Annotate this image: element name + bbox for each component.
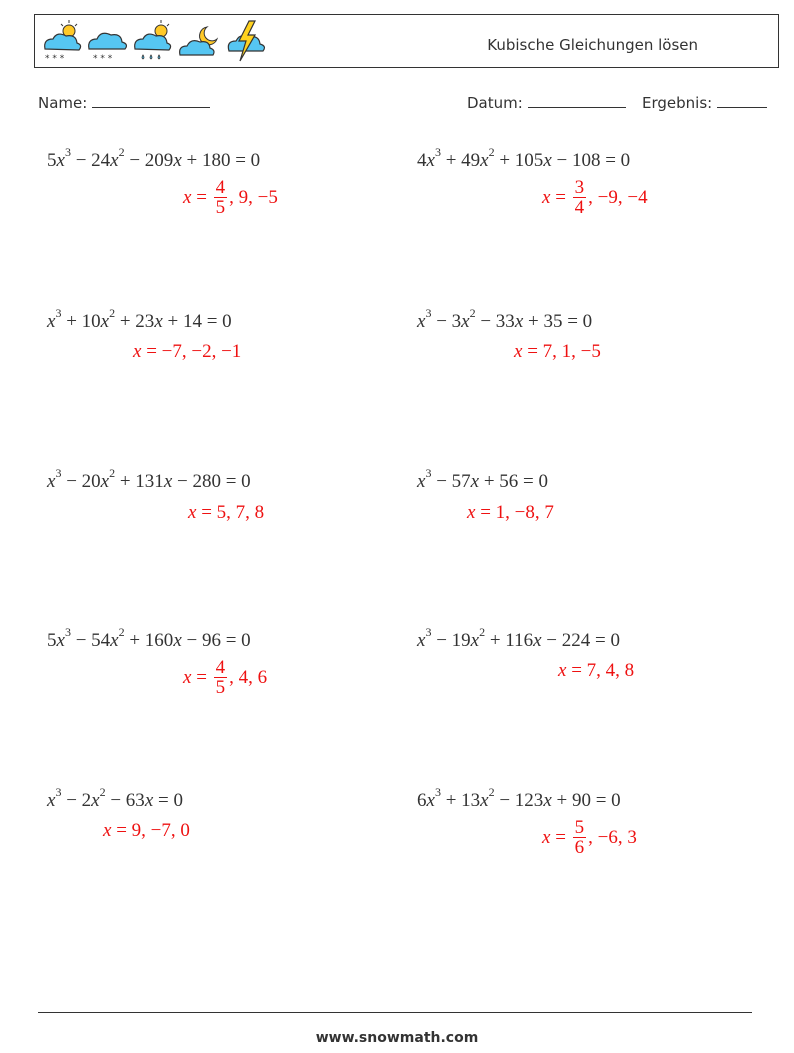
date-blank[interactable] [528, 94, 626, 108]
equation: $6x^3 + 13x^2 - 123x + 90 = 0$ [417, 784, 621, 811]
answer: x = 7, 1, −5 [514, 341, 601, 362]
name-blank[interactable] [92, 94, 210, 108]
date-label: Datum: [467, 94, 523, 112]
answer: x = −7, −2, −1 [133, 341, 242, 362]
equation: $x^3 - 57x + 56 = 0$ [417, 465, 549, 492]
result-field [642, 94, 767, 112]
page-title: Kubische Gleichungen lösen [487, 36, 698, 54]
cloud-moon-icon [177, 19, 223, 65]
answer-fraction: $\frac{3}{4}$ [574, 177, 585, 218]
equation: $x^3 + 10x^2 + 23x + 14 = 0$ [47, 305, 232, 332]
header-box [34, 14, 779, 68]
equation: $x^3 - 3x^2 - 33x + 35 = 0$ [417, 305, 593, 332]
answer: x = 9, −7, 0 [103, 820, 190, 841]
equation: $x^3 - 2x^2 - 63x = 0$ [47, 784, 183, 811]
equation: $4x^3 + 49x^2 + 105x - 108 = 0$ [417, 144, 631, 171]
answer: x = 1, −8, 7 [467, 502, 554, 523]
name-field [38, 94, 210, 112]
thunder-cloud-icon [223, 19, 271, 65]
equation: $x^3 - 19x^2 + 116x - 224 = 0$ [417, 624, 620, 651]
answer: x = 5, 7, 8 [188, 502, 265, 523]
answer: x = 7, 4, 8 [558, 660, 635, 681]
result-label: Ergebnis: [642, 94, 713, 112]
answer: x = $\frac{4}{5}$ , 4, 6 [183, 657, 268, 698]
snow-cloud-sun-icon [39, 19, 85, 65]
answer-fraction: $\frac{4}{5}$ [215, 657, 226, 698]
equation: $5x^3 - 24x^2 - 209x + 180 = 0$ [47, 144, 261, 171]
equation: $5x^3 - 54x^2 + 160x - 96 = 0$ [47, 624, 251, 651]
footer-url[interactable]: www.snowmath.com [315, 1030, 479, 1046]
svg-text:* * *: * * * [45, 54, 65, 64]
svg-text:* * *: * * * [93, 54, 113, 64]
snow-cloud-icon [85, 19, 131, 65]
result-blank[interactable] [717, 94, 767, 108]
weather-icons [39, 19, 271, 65]
answer-fraction: $\frac{5}{6}$ [574, 817, 585, 858]
answer-fraction: $\frac{4}{5}$ [215, 177, 226, 218]
answer: x = $\frac{3}{4}$ , −9, −4 [542, 177, 648, 218]
answer: x = $\frac{5}{6}$ , −6, 3 [542, 817, 637, 858]
footer-divider [38, 1012, 752, 1013]
rain-cloud-sun-icon [131, 19, 177, 65]
name-label: Name: [38, 94, 88, 112]
answer: x = $\frac{4}{5}$ , 9, −5 [183, 177, 278, 218]
equation: $x^3 - 20x^2 + 131x - 280 = 0$ [47, 465, 251, 492]
date-field [467, 94, 626, 112]
